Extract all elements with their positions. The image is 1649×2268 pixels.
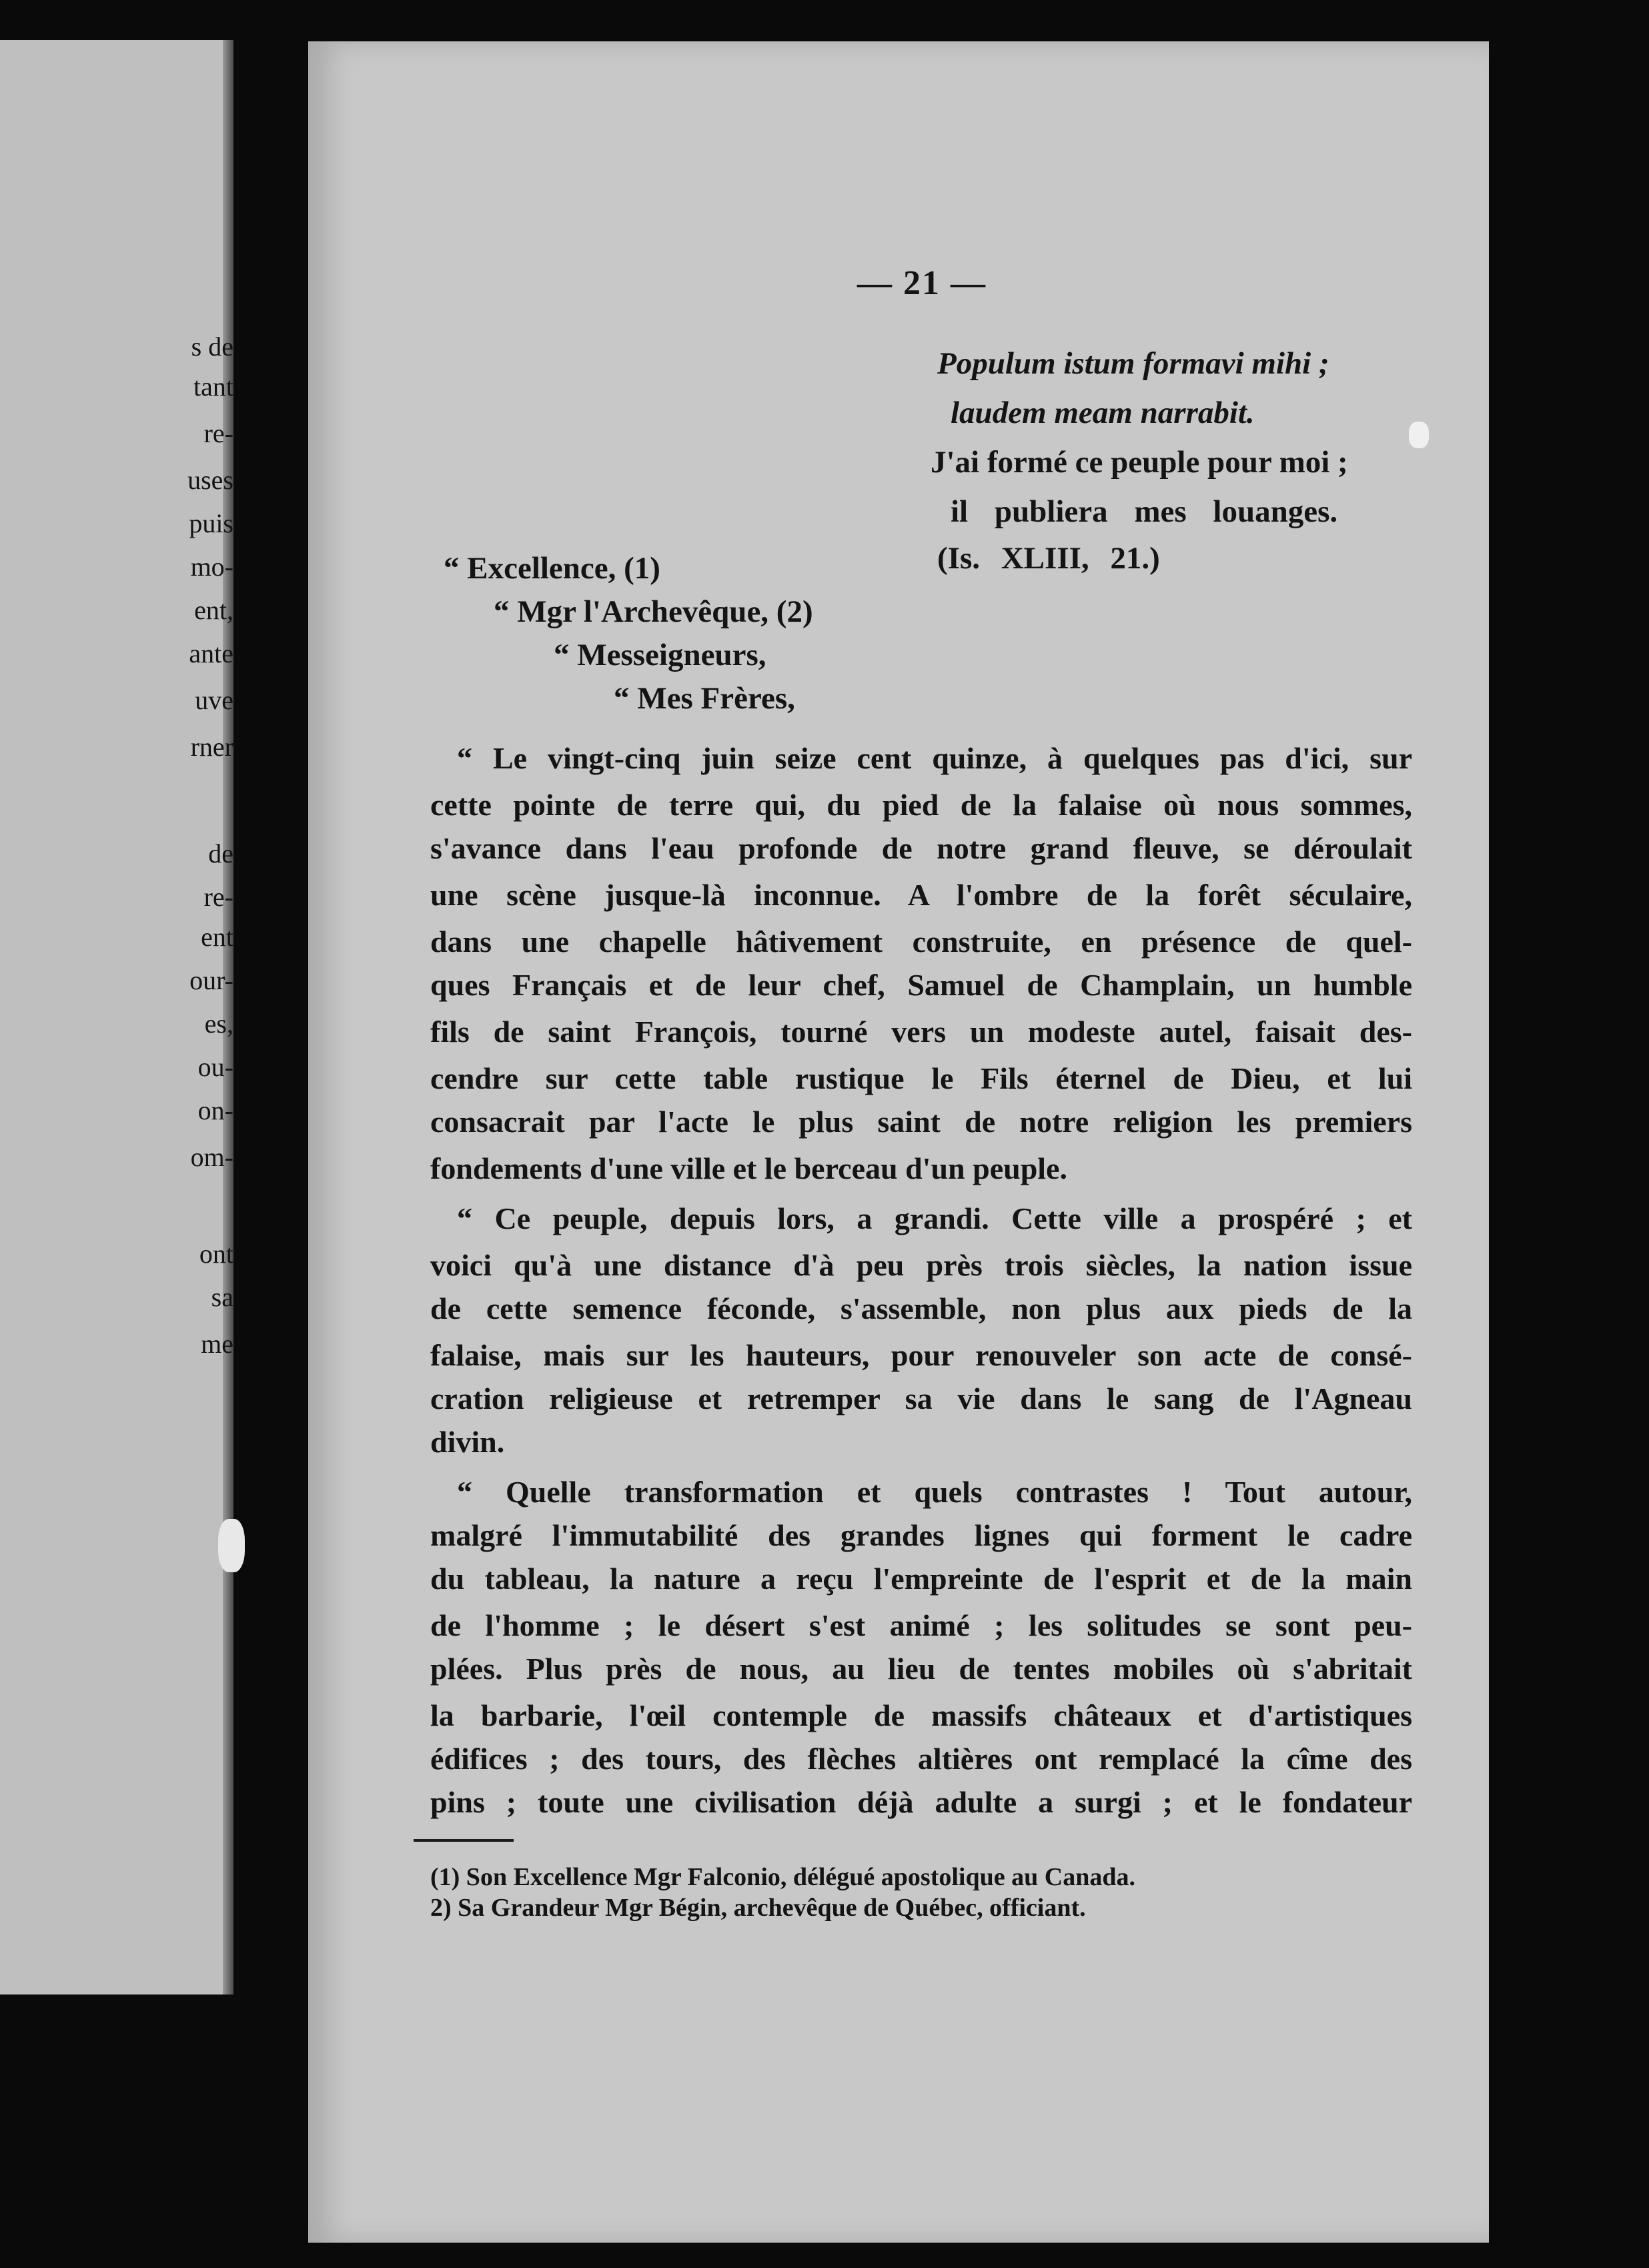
epigraph-citation: (Is. XLIII, 21.) — [937, 541, 1160, 576]
epigraph-latin-line-1: Populum istum formavi mihi ; — [937, 346, 1329, 381]
body-line: de l'homme ; le désert s'est animé ; les solitudes se sont peu- — [430, 1608, 1412, 1642]
salutation-line: “ Mes Frères, — [614, 681, 795, 716]
paper-tear — [218, 1519, 245, 1572]
epigraph-latin-line-2: laudem meam narrabit. — [951, 396, 1255, 430]
body-line: cette pointe de terre qui, du pied de la falaise où nous sommes, — [430, 788, 1412, 822]
left-page-fragment: s de — [191, 332, 233, 362]
body-line: la barbarie, l'œil contemple de massifs châteaux et d'artistiques — [430, 1698, 1412, 1732]
page-number: — 21 — — [857, 264, 987, 302]
body-line: “ Le vingt-cinq juin seize cent quinze, à quelques pas d'ici, sur — [457, 741, 1412, 775]
body-line: de cette semence féconde, s'assemble, non plus aux pieds de la — [430, 1291, 1412, 1325]
left-facing-page — [0, 40, 233, 1995]
left-page-fragment: es, — [204, 1009, 233, 1039]
body-line: falaise, mais sur les hauteurs, pour renouveler son acte de consé- — [430, 1338, 1412, 1372]
body-line: pins ; toute une civilisation déjà adulte a surgi ; et le fondateur — [430, 1785, 1412, 1819]
salutation-line: “ Messeigneurs, — [554, 638, 766, 672]
body-line: une scène jusque-là inconnue. A l'ombre de la forêt séculaire, — [430, 878, 1412, 912]
left-page-fragment: de — [208, 838, 233, 869]
left-page-fragment: me — [201, 1329, 233, 1359]
body-line: fondements d'une ville et le berceau d'un peuple. — [430, 1151, 1067, 1185]
body-line: ques Français et de leur chef, Samuel de Champlain, un humble — [430, 968, 1412, 1002]
left-page-fragment: mo- — [190, 552, 233, 582]
left-page-fragment: ante — [189, 638, 233, 668]
left-page-fragment: re- — [203, 882, 233, 912]
body-line: fils de saint François, tourné vers un modeste autel, faisait des- — [430, 1015, 1412, 1049]
body-line: malgré l'immutabilité des grandes lignes qui forment le cadre — [430, 1518, 1412, 1552]
left-page-fragment: on- — [197, 1095, 233, 1125]
left-page-fragment: uve — [195, 685, 233, 715]
body-line: plées. Plus près de nous, au lieu de tentes mobiles où s'abritait — [430, 1652, 1412, 1686]
footnote-separator — [414, 1839, 514, 1842]
body-line: divin. — [430, 1425, 505, 1459]
body-line: du tableau, la nature a reçu l'empreinte de l'esprit et de la main — [430, 1562, 1412, 1596]
left-page-fragment: re- — [203, 418, 233, 448]
body-line: voici qu'à une distance d'à peu près trois siècles, la nation issue — [430, 1248, 1412, 1282]
left-page-fragment: sa — [211, 1282, 233, 1312]
body-line: s'avance dans l'eau profonde de notre grand fleuve, se déroulait — [430, 831, 1412, 865]
footnote: 2) Sa Grandeur Mgr Bégin, archevêque de Québec, officiant. — [430, 1894, 1086, 1922]
left-page-fragment: om- — [190, 1142, 233, 1172]
left-page-fragment: tant — [193, 372, 233, 402]
paper-blemish — [1409, 422, 1429, 448]
body-line: “ Quelle transformation et quels contrastes ! Tout autour, — [457, 1475, 1412, 1509]
salutation-line: “ Mgr l'Archevêque, (2) — [494, 594, 813, 629]
body-line: édifices ; des tours, des flèches altières ont remplacé la cîme des — [430, 1742, 1412, 1776]
left-page-fragment: ont — [199, 1239, 233, 1269]
body-line: cendre sur cette table rustique le Fils éternel de Dieu, et lui — [430, 1061, 1412, 1095]
left-page-fragment: ent, — [194, 595, 233, 625]
epigraph-french-line-1: J'ai formé ce peuple pour moi ; — [931, 445, 1348, 480]
salutation-line: “ Excellence, (1) — [444, 551, 660, 586]
body-line: consacrait par l'acte le plus saint de notre religion les premiers — [430, 1105, 1412, 1139]
left-page-fragment: ent — [201, 922, 233, 952]
left-page-fragment: uses — [187, 465, 233, 495]
left-page-fragment: ou- — [197, 1052, 233, 1082]
body-line: “ Ce peuple, depuis lors, a grandi. Cette ville a prospéré ; et — [457, 1201, 1412, 1235]
epigraph-french-line-2: il publiera mes louanges. — [951, 494, 1338, 529]
body-line: cration religieuse et retremper sa vie dans le sang de l'Agneau — [430, 1381, 1412, 1415]
left-page-fragment: our- — [189, 965, 233, 995]
left-page-fragment: rner — [190, 732, 233, 762]
body-line: dans une chapelle hâtivement construite, en présence de quel- — [430, 925, 1412, 959]
left-page-fragment: puis — [189, 508, 233, 538]
footnote: (1) Son Excellence Mgr Falconio, délégué apostolique au Canada. — [430, 1863, 1135, 1891]
